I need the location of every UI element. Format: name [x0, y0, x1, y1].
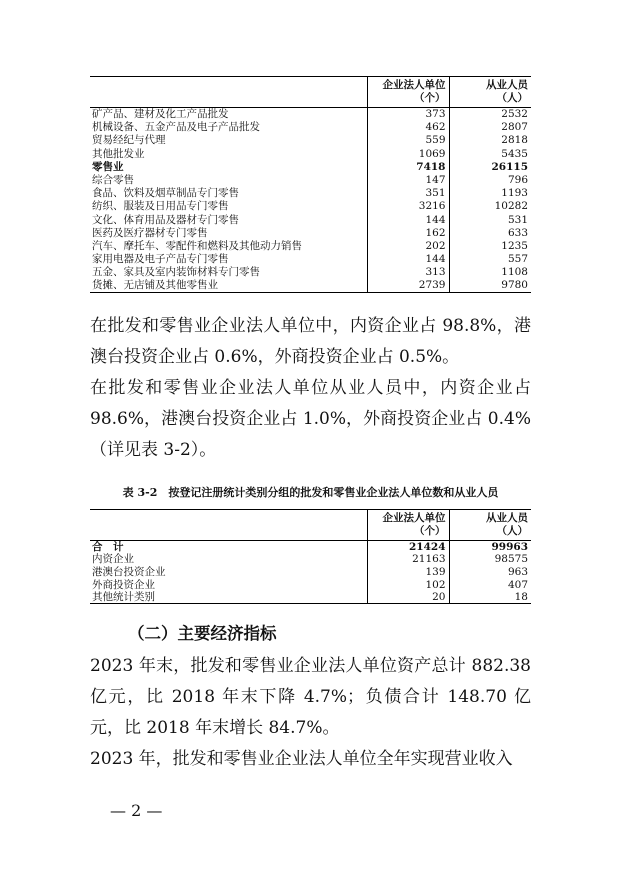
cell-employees: 963: [449, 566, 531, 579]
cell-employees: 98575: [449, 553, 531, 566]
cell-category: 内资企业: [92, 553, 134, 566]
cell-employees: 99963: [449, 541, 531, 554]
cell-units: 139: [367, 566, 449, 579]
table-row: [90, 541, 531, 554]
cell-units: 462: [367, 121, 449, 134]
cell-employees: 2532: [449, 108, 531, 121]
table-row: [90, 279, 531, 292]
table-header-category: [90, 77, 367, 108]
cell-units: 313: [367, 266, 449, 279]
cell-units: 373: [367, 108, 449, 121]
cell-employees: 1193: [449, 187, 531, 200]
cell-units: 559: [367, 134, 449, 147]
cell-category: 纺织、服装及日用品专门零售: [92, 200, 229, 213]
table-header-units: 企业法人单位 （个）: [367, 510, 449, 541]
cell-employees: 2818: [449, 134, 531, 147]
cell-employees: 5435: [449, 147, 531, 160]
paragraph-assets: 2023 年末，批发和零售业企业法人单位资产总计 882.38 亿元，比 2018 年末下降 4.7%；负债合计 148.70 亿元，比 2018 年末增长 84.7%。: [90, 656, 531, 738]
cell-employees: 407: [449, 578, 531, 591]
cell-employees: 9780: [449, 279, 531, 292]
table-row: [90, 566, 531, 579]
table-row: [90, 213, 531, 226]
cell-employees: 633: [449, 226, 531, 239]
cell-category: 矿产品、建材及化工产品批发: [92, 108, 229, 121]
table-row: [90, 578, 531, 591]
cell-employees: 2807: [449, 121, 531, 134]
table-row: [90, 134, 531, 147]
cell-units: 1069: [367, 147, 449, 160]
table-header-employees: 从业人员 （人）: [449, 510, 531, 541]
cell-category: 港澳台投资企业: [92, 565, 166, 578]
cell-units: 144: [367, 213, 449, 226]
cell-units: 21163: [367, 553, 449, 566]
cell-category: 文化、体育用品及器材专门零售: [92, 213, 239, 226]
cell-units: 21424: [367, 541, 449, 554]
table-caption: 表 3-2 按登记注册统计类别分组的批发和零售业企业法人单位数和从业人员: [122, 486, 499, 499]
table-header-category: [90, 510, 367, 541]
cell-category: 货摊、无店铺及其他零售业: [92, 279, 218, 292]
cell-category: 其他批发业: [92, 147, 145, 160]
cell-units: 102: [367, 578, 449, 591]
cell-category: 五金、家具及室内装饰材料专门零售: [92, 266, 260, 279]
cell-units: 351: [367, 187, 449, 200]
table-by-registration-type: [90, 509, 531, 604]
cell-units: 20: [367, 591, 449, 604]
cell-employees: 796: [449, 173, 531, 186]
table-row: [90, 160, 531, 173]
paragraph-revenue: 2023 年，批发和零售业企业法人单位全年实现营业收入: [90, 749, 513, 769]
cell-category: 其他统计类别: [92, 590, 155, 603]
table-header-employees: 从业人员 （人）: [449, 77, 531, 108]
cell-employees: 557: [449, 253, 531, 266]
table-row: [90, 108, 531, 121]
cell-category: 合 计: [92, 541, 124, 554]
page-number: — 2 —: [110, 801, 163, 820]
paragraph-unit-share: 在批发和零售业企业法人单位中，内资企业占 98.8%，港澳台投资企业占 0.6%，外商投资企业占 0.5%。: [90, 316, 531, 367]
cell-category: 汽车、摩托车、零配件和燃料及其他动力销售: [92, 239, 302, 252]
cell-units: 144: [367, 253, 449, 266]
paragraph-employee-share: 在批发和零售业企业法人单位从业人员中，内资企业占 98.6%，港澳台投资企业占 1.0%，外商投资企业占 0.4%（详见表 3-2）。: [90, 378, 531, 460]
cell-category: 医药及医疗器材专门零售: [92, 226, 208, 239]
table-row: [90, 266, 531, 279]
cell-units: 202: [367, 239, 449, 252]
cell-units: 2739: [367, 279, 449, 292]
cell-units: 7418: [367, 160, 449, 173]
table-wholesale-retail-by-industry: [90, 76, 531, 293]
table-row: [90, 200, 531, 213]
cell-units: 3216: [367, 200, 449, 213]
cell-units: 147: [367, 173, 449, 186]
cell-units: 162: [367, 226, 449, 239]
cell-employees: 531: [449, 213, 531, 226]
cell-category: 外商投资企业: [92, 578, 155, 591]
cell-employees: 26115: [449, 160, 531, 173]
table-row: [90, 553, 531, 566]
table-body: [90, 108, 531, 293]
cell-category: 家用电器及电子产品专门零售: [92, 253, 229, 266]
cell-employees: 1108: [449, 266, 531, 279]
table-row: [90, 187, 531, 200]
table-header-units: 企业法人单位 （个）: [367, 77, 449, 108]
table-body: [90, 541, 531, 604]
table-row: [90, 173, 531, 186]
cell-category: 食品、饮料及烟草制品专门零售: [92, 187, 239, 200]
table-row: [90, 121, 531, 134]
cell-employees: 1235: [449, 239, 531, 252]
table-row: [90, 147, 531, 160]
table-row: [90, 226, 531, 239]
cell-category: 机械设备、五金产品及电子产品批发: [92, 121, 260, 134]
section-title: （二）主要经济指标: [128, 624, 277, 643]
cell-category: 综合零售: [92, 174, 134, 187]
table-row: [90, 239, 531, 252]
cell-category: 零售业: [92, 160, 124, 173]
table-row: [90, 253, 531, 266]
cell-employees: 18: [449, 591, 531, 604]
table-row: [90, 591, 531, 604]
cell-category: 贸易经纪与代理: [92, 134, 166, 147]
cell-employees: 10282: [449, 200, 531, 213]
